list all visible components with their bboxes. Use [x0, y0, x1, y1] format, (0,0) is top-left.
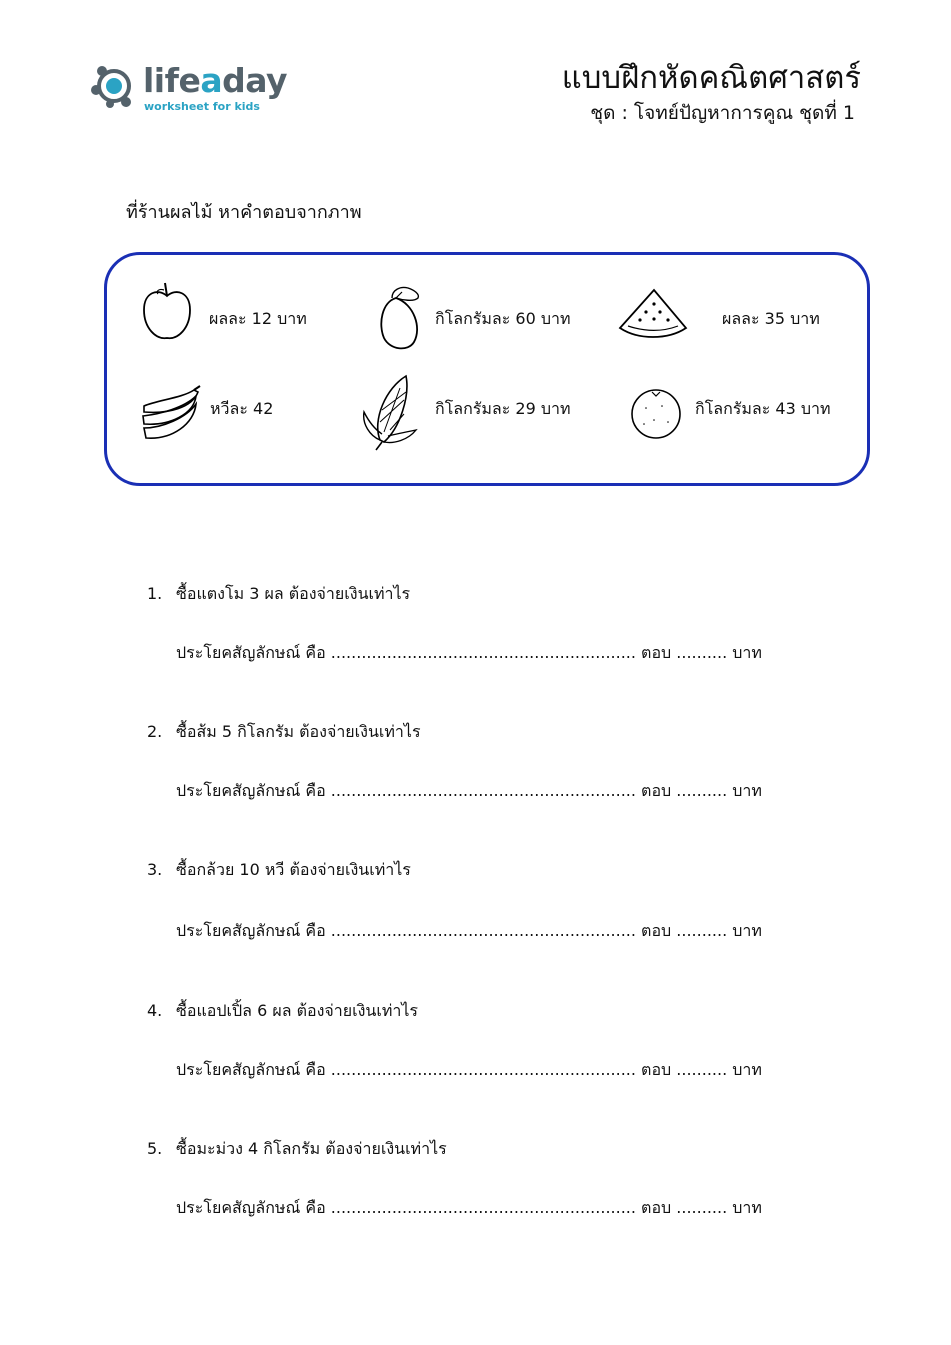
question-text: ซื้อแตงโม 3 ผล ต้องจ่ายเงินเท่าไร: [176, 584, 411, 603]
orange-price: กิโลกรัมละ 43 บาท: [695, 399, 831, 418]
banana-icon: [138, 384, 202, 446]
mango-price: กิโลกรัมละ 60 บาท: [435, 309, 571, 328]
answer-line: [176, 1198, 762, 1218]
sentence-label: ประโยคสัญลักษณ์ คือ: [176, 781, 326, 800]
answer-label: ตอบ: [641, 781, 672, 800]
answer-line: [176, 921, 762, 941]
unit-label: บาท: [732, 1198, 762, 1217]
banana-price: หวีละ 42: [210, 399, 274, 418]
answer-blank[interactable]: ..........: [676, 781, 728, 800]
answer-label: ตอบ: [641, 1198, 672, 1217]
unit-label: บาท: [732, 643, 762, 662]
question-number: 1.: [147, 584, 163, 603]
logo: [88, 60, 288, 120]
answer-label: ตอบ: [641, 1060, 672, 1079]
logo-molecule-icon: [88, 60, 140, 112]
logo-wordmark: lifeaday: [143, 61, 288, 100]
watermelon-price: ผลละ 35 บาท: [722, 309, 820, 328]
sentence-blank[interactable]: ............................................................: [330, 643, 636, 662]
sentence-blank[interactable]: ............................................................: [330, 1198, 636, 1217]
question-text: ซื้อกล้วย 10 หวี ต้องจ่ายเงินเท่าไร: [176, 860, 411, 879]
price-list-box: [104, 252, 870, 486]
answer-blank[interactable]: ..........: [676, 921, 728, 940]
answer-label: ตอบ: [641, 921, 672, 940]
sentence-blank[interactable]: ............................................................: [330, 781, 636, 800]
answer-blank[interactable]: ..........: [676, 1060, 728, 1079]
answer-line: [176, 1060, 762, 1080]
page-subtitle: ชุด : โจทย์ปัญหาการคูณ ชุดที่ 1: [590, 102, 855, 124]
sentence-label: ประโยคสัญลักษณ์ คือ: [176, 921, 326, 940]
question-number: 2.: [147, 722, 163, 741]
question-number: 3.: [147, 860, 163, 879]
answer-line: [176, 643, 762, 663]
answer-blank[interactable]: ..........: [676, 1198, 728, 1217]
apple-icon: [140, 280, 194, 344]
instruction-text: ที่ร้านผลไม้ หาคำตอบจากภาพ: [126, 202, 362, 223]
question-text: ซื้อแอปเปิ้ล 6 ผล ต้องจ่ายเงินเท่าไร: [176, 1001, 418, 1020]
corn-icon: [360, 370, 422, 452]
unit-label: บาท: [732, 1060, 762, 1079]
answer-blank[interactable]: ..........: [676, 643, 728, 662]
answer-line: [176, 781, 762, 801]
logo-tagline: worksheet for kids: [144, 100, 260, 113]
sentence-blank[interactable]: ............................................................: [330, 1060, 636, 1079]
sentence-label: ประโยคสัญลักษณ์ คือ: [176, 643, 326, 662]
corn-price: กิโลกรัมละ 29 บาท: [435, 399, 571, 418]
watermelon-icon: [616, 286, 690, 342]
answer-label: ตอบ: [641, 643, 672, 662]
mango-icon: [374, 284, 426, 354]
sentence-label: ประโยคสัญลักษณ์ คือ: [176, 1198, 326, 1217]
question-number: 5.: [147, 1139, 163, 1158]
sentence-label: ประโยคสัญลักษณ์ คือ: [176, 1060, 326, 1079]
unit-label: บาท: [732, 781, 762, 800]
page-title: แบบฝึกหัดคณิตศาสตร์: [561, 60, 861, 96]
question-number: 4.: [147, 1001, 163, 1020]
question-text: ซื้อส้ม 5 กิโลกรัม ต้องจ่ายเงินเท่าไร: [176, 722, 421, 741]
unit-label: บาท: [732, 921, 762, 940]
apple-price: ผลละ 12 บาท: [209, 309, 307, 328]
sentence-blank[interactable]: ............................................................: [330, 921, 636, 940]
question-text: ซื้อมะม่วง 4 กิโลกรัม ต้องจ่ายเงินเท่าไร: [176, 1139, 447, 1158]
orange-icon: [628, 384, 684, 440]
